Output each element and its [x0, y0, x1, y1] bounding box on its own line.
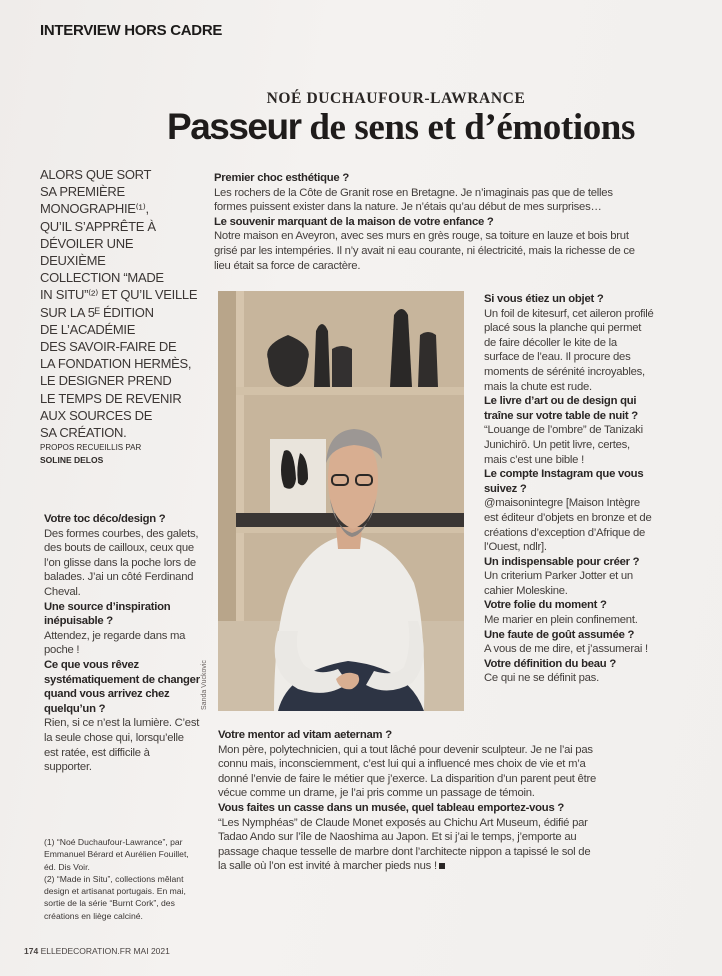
- magazine-site: ELLEDECORATION.FR: [40, 946, 132, 956]
- qa-column-right: [484, 292, 654, 686]
- answer: Les rochers de la Côte de Granit rose en Bretagne. Je n’imaginais pas que de telles formes puissent exister dans la nature. Je n’étais qu’au début de mes surprises…: [214, 186, 613, 214]
- credit-label: PROPOS RECUEILLIS PAR: [40, 443, 142, 452]
- qa-column-top: [214, 171, 644, 273]
- answer: Rien, si ce n’est la lumière. C’est la seule chose qui, lorsqu’elle est ratée, est difficile à supporter.: [44, 717, 200, 774]
- qa-item: [484, 657, 654, 686]
- folio: [24, 946, 170, 956]
- page-number: 174: [24, 946, 39, 956]
- question: Votre définition du beau ?: [484, 657, 616, 670]
- footnote: (1) “Noé Duchaufour-Lawrance”, par Emmanuel Bérard et Aurélien Fouillet, éd. Dis Voir.: [44, 837, 189, 872]
- question: Le souvenir marquant de la maison de votre enfance ?: [214, 215, 494, 228]
- question: Votre toc déco/design ?: [44, 513, 166, 525]
- question: Vous faites un casse dans un musée, quel tableau emportez-vous ?: [218, 801, 565, 814]
- qa-item: [218, 801, 598, 874]
- answer: Attendez, je regarde dans ma poche !: [44, 629, 186, 657]
- portrait-photo: [218, 291, 464, 711]
- answer: [218, 816, 598, 874]
- answer: Un foil de kitesurf, cet aileron profilé placé sous la planche qui permet de faire décoller le kite de la surface de l’eau. Il procure des moments de sérénité incroyables, mais la chute est rude.: [484, 307, 654, 393]
- rubric-label: INTERVIEW HORS CADRE: [40, 22, 223, 39]
- question: Votre folie du moment ?: [484, 599, 607, 612]
- answer: Me marier en plein confinement.: [484, 614, 638, 627]
- question: Ce que vous rêvez systématiquement de changer quand vous arrivez chez quelqu’un ?: [44, 658, 200, 715]
- interviewee-name: NOÉ DUCHAUFOUR-LAWRANCE: [266, 90, 526, 107]
- answer: “Louange de l’ombre” de Tanizaki Junichirō. Un petit livre, certes, mais c’est une bible !: [484, 424, 643, 466]
- qa-column-left: [44, 512, 200, 775]
- question: Si vous étiez un objet ?: [484, 293, 604, 305]
- qa-item: [484, 598, 654, 627]
- qa-item: [214, 215, 644, 273]
- answer: @maisonintegre [Maison Intègre est éditeur d’objets en bronze et de créations d’exception d’Afrique de l’Ouest, ndlr].: [484, 497, 652, 554]
- footnotes: [44, 836, 194, 922]
- end-mark-icon: [439, 863, 445, 869]
- answer: Ce qui ne se définit pas.: [484, 672, 599, 685]
- qa-item: [484, 628, 654, 657]
- qa-item: [484, 555, 654, 599]
- qa-item: [214, 171, 644, 215]
- answer: Mon père, polytechnicien, qui a tout lâché pour devenir sculpteur. Je ne l’ai pas connu mais, inconsciemment, c’est lui qui a influencé mes choix de vie et m’a donné l’envie de faire le métier que j’exerce. La disparition d’un parent peut être vécue comme un drame, je l’ai pris comme un passage de témoin.: [218, 743, 597, 800]
- qa-item: [484, 394, 654, 467]
- qa-item: [44, 658, 200, 775]
- issue-date: MAI 2021: [133, 946, 170, 956]
- question: Le compte Instagram que vous suivez ?: [484, 468, 644, 495]
- qa-item: [218, 728, 598, 801]
- chapo: ALORS QUE SORT SA PREMIÈRE MONOGRAPHIE⁽¹⁾, QU’IL S’APPRÊTE À DÉVOILER UNE DEUXIÈME COLLECTION “MADE IN SITU”⁽²⁾ ET QU’IL VEILLE SUR LA 5ᴱ ÉDITION DE L’ACADÉMIE DES SAVOIR-FAIRE DE LA FONDATION HERMÈS, LE DESIGNER PREND LE TEMPS DE REVENIR AUX SOURCES DE SA CRÉATION.: [40, 167, 198, 441]
- question: Votre mentor ad vitam aeternam ?: [218, 729, 392, 741]
- question: Le livre d’art ou de design qui traîne sur votre table de nuit ?: [484, 395, 638, 422]
- question: Une faute de goût assumée ?: [484, 628, 635, 641]
- footnote: (2) “Made in Situ”, collections mêlant design et artisanat portugais. En mai, sortie de la série “Burnt Cork”, des créations en liège calciné.: [44, 873, 186, 921]
- qa-item: [484, 292, 654, 394]
- qa-column-bottom: [218, 728, 598, 874]
- question: Un indispensable pour créer ?: [484, 555, 640, 568]
- answer: Des formes courbes, des galets, des bouts de cailloux, ceux que l’on glisse dans la poche lors de balades. J’ai un côté Ferdinand Cheval.: [44, 527, 199, 598]
- title-rest: de sens et d’émotions: [300, 107, 635, 148]
- question: Premier choc esthétique ?: [214, 172, 350, 184]
- qa-item: [44, 512, 200, 600]
- question: Une source d’inspiration inépuisable ?: [44, 600, 171, 628]
- credit: [40, 442, 141, 466]
- portrait-illustration: [218, 291, 464, 711]
- qa-item: [44, 600, 200, 658]
- answer: Notre maison en Aveyron, avec ses murs en grès rouge, sa toiture en lauze et bois brut grisé par les intempéries. Il n’y avait ni eau courante, ni électricité, mais la richesse de ce lieu était sa force de caractère.: [214, 230, 635, 272]
- photo-credit: Sanda Vuckovic: [201, 660, 208, 710]
- qa-item: [484, 467, 654, 555]
- credit-author: SOLINE DELOS: [40, 455, 104, 465]
- title-bold: Passeur: [167, 106, 301, 147]
- article-title: [0, 106, 722, 149]
- answer-text: “Les Nymphéas” de Claude Monet exposés au Chichu Art Museum, édifié par Tadao Ando sur l’île de Naoshima au Japon. Et si j’ai le temps, j’emporte au passage chaque tesselle de marbre dont l’architecte nippon a tapissé le sol de la salle où l’on est invité à marcher pieds nus !: [218, 816, 591, 873]
- answer: Un criterium Parker Jotter et un cahier Moleskine.: [484, 570, 633, 597]
- answer: A vous de me dire, et j’assumerai !: [484, 643, 648, 656]
